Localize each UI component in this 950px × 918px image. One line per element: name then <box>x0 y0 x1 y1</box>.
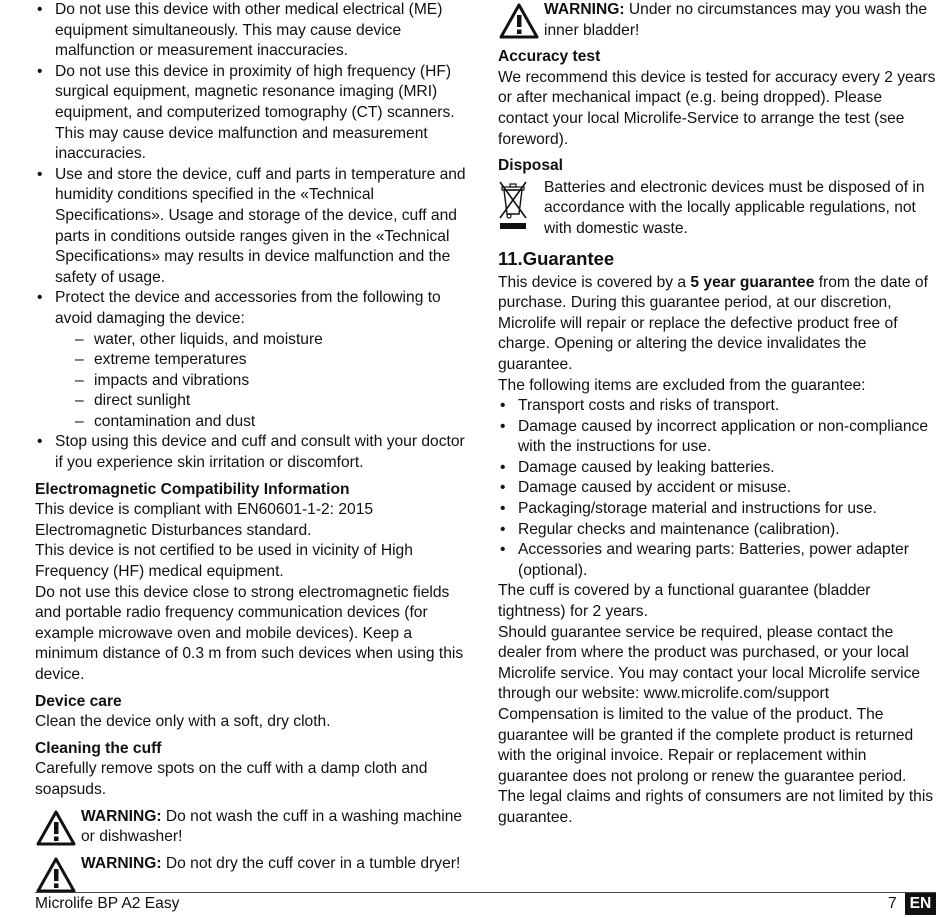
list-item: • Damage caused by leaking batteries. <box>498 458 936 479</box>
emc-heading: Electromagnetic Compatibility Information <box>35 480 350 498</box>
warning-triangle-icon <box>35 856 81 894</box>
list-item: • Use and store the device, cuff and parts in temperature and humidity conditions specified in the «Technical Specifications». Usage and storage of the device, cuff and parts in conditions outside ranges given in the «Technical Specifications» may results in device malfunction and the safety of usage. <box>35 165 473 289</box>
warning-triangle-icon <box>35 809 81 847</box>
right-column <box>498 0 936 829</box>
list-item: • Stop using this device and cuff and consult with your doctor if you experience skin irritation or discomfort. <box>35 432 473 473</box>
guarantee-heading: 11.Guarantee <box>498 247 615 269</box>
weee-crossed-bin-icon <box>498 178 544 237</box>
list-item: • Packaging/storage material and instructions for use. <box>498 499 936 520</box>
accuracy-test-heading: Accuracy test <box>498 48 601 66</box>
warning-block <box>35 807 473 848</box>
cleaning-cuff-text: Carefully remove spots on the cuff with a damp cloth and soapsuds. <box>35 760 428 798</box>
accuracy-test-text: We recommend this device is tested for accuracy every 2 years or after mechanical impact (e.g. being dropped). Please contact your local Microlife-Service to arrange the test (see foreword). <box>498 68 936 148</box>
guarantee-intro: This device is covered by a 5 year guarantee from the date of purchase. During this guarantee period, at our discretion, Microlife will repair or replace the defective product free of charge. Opening or altering the device invalidates the guarantee. <box>498 273 928 373</box>
emc-paragraph: This device is compliant with EN60601-1-2: 2015 Electromagnetic Disturbances standard. <box>35 501 374 539</box>
warning-block <box>35 854 473 894</box>
list-item: • Do not use this device in proximity of high frequency (HF) surgical equipment, magnetic resonance imaging (MRI) equipment, and computerized tomography (CT) scanners. This may cause device malfunction and measurement inaccuracies. <box>35 62 473 165</box>
excluded-list <box>498 396 936 581</box>
disposal-text: Batteries and electronic devices must be disposed of in accordance with the locally applicable regulations, not with domestic waste. <box>544 178 925 237</box>
language-badge: EN <box>905 893 936 915</box>
list-item: • Damage caused by accident or misuse. <box>498 478 936 499</box>
warning-text: WARNING: Under no circumstances may you wash the inner bladder! <box>544 1 928 39</box>
guarantee-compensation: Compensation is limited to the value of the product. The guarantee will be granted if the complete product is returned with the original invoice. Repair or replacement within guarantee does not prolong or renew the guarantee period. The legal claims and rights of consumers are not limited by this guarantee. <box>498 706 934 826</box>
guarantee-service: Should guarantee service be required, please contact the dealer from where the product was purchased, or your local Microlife service. You may contact your local Microlife service through our website: www.microlife.com/support <box>498 623 921 703</box>
warning-text: WARNING: Do not dry the cuff cover in a tumble dryer! <box>81 854 461 872</box>
list-item: – water, other liquids, and moisture <box>55 330 473 351</box>
list-item: • Protect the device and accessories from the following to avoid damaging the device: – water, other liquids, and moisture – extreme temperatures – impacts and vibrations – direct sunlight – contamination and dust <box>35 288 473 432</box>
list-item: • Do not use this device with other medical electrical (ME) equipment simultaneously. This may cause device malfunction or measurement inaccuracies. <box>35 0 473 62</box>
list-item: • Accessories and wearing parts: Batteries, power adapter (optional). <box>498 540 936 581</box>
cleaning-cuff-heading: Cleaning the cuff <box>35 739 162 757</box>
warning-text: WARNING: Do not wash the cuff in a washing machine or dishwasher! <box>81 807 463 846</box>
warning-block <box>498 0 936 41</box>
safety-list <box>35 0 473 474</box>
list-item: – contamination and dust <box>55 412 473 433</box>
list-item: – direct sunlight <box>55 391 473 412</box>
list-item: • Regular checks and maintenance (calibration). <box>498 520 936 541</box>
emc-paragraph: Do not use this device close to strong electromagnetic fields and portable radio frequency communication devices (for example microwave oven and mobile devices). Keep a minimum distance of 0.3 m from such devices when using this device. <box>35 583 464 683</box>
device-care-heading: Device care <box>35 692 122 710</box>
disposal-block <box>498 178 936 240</box>
guarantee-cuff: The cuff is covered by a functional guarantee (bladder tightness) for 2 years. <box>498 582 871 621</box>
list-item: – extreme temperatures <box>55 350 473 371</box>
disposal-heading: Disposal <box>498 157 563 175</box>
protect-list <box>55 330 473 433</box>
warning-triangle-icon <box>498 2 544 40</box>
left-column <box>35 0 473 894</box>
footer-divider <box>35 892 936 893</box>
page-number: 7 <box>888 895 897 912</box>
device-care-text: Clean the device only with a soft, dry cloth. <box>35 713 331 731</box>
guarantee-excluded: The following items are excluded from the guarantee: <box>498 376 866 394</box>
list-item: • Damage caused by incorrect application or non-compliance with the instructions for use. <box>498 417 936 458</box>
emc-paragraph: This device is not certified to be used in vicinity of High Frequency (HF) medical equipment. <box>35 542 413 581</box>
list-item: – impacts and vibrations <box>55 371 473 392</box>
footer-product: Microlife BP A2 Easy <box>35 895 180 912</box>
list-item: • Transport costs and risks of transport. <box>498 396 936 417</box>
